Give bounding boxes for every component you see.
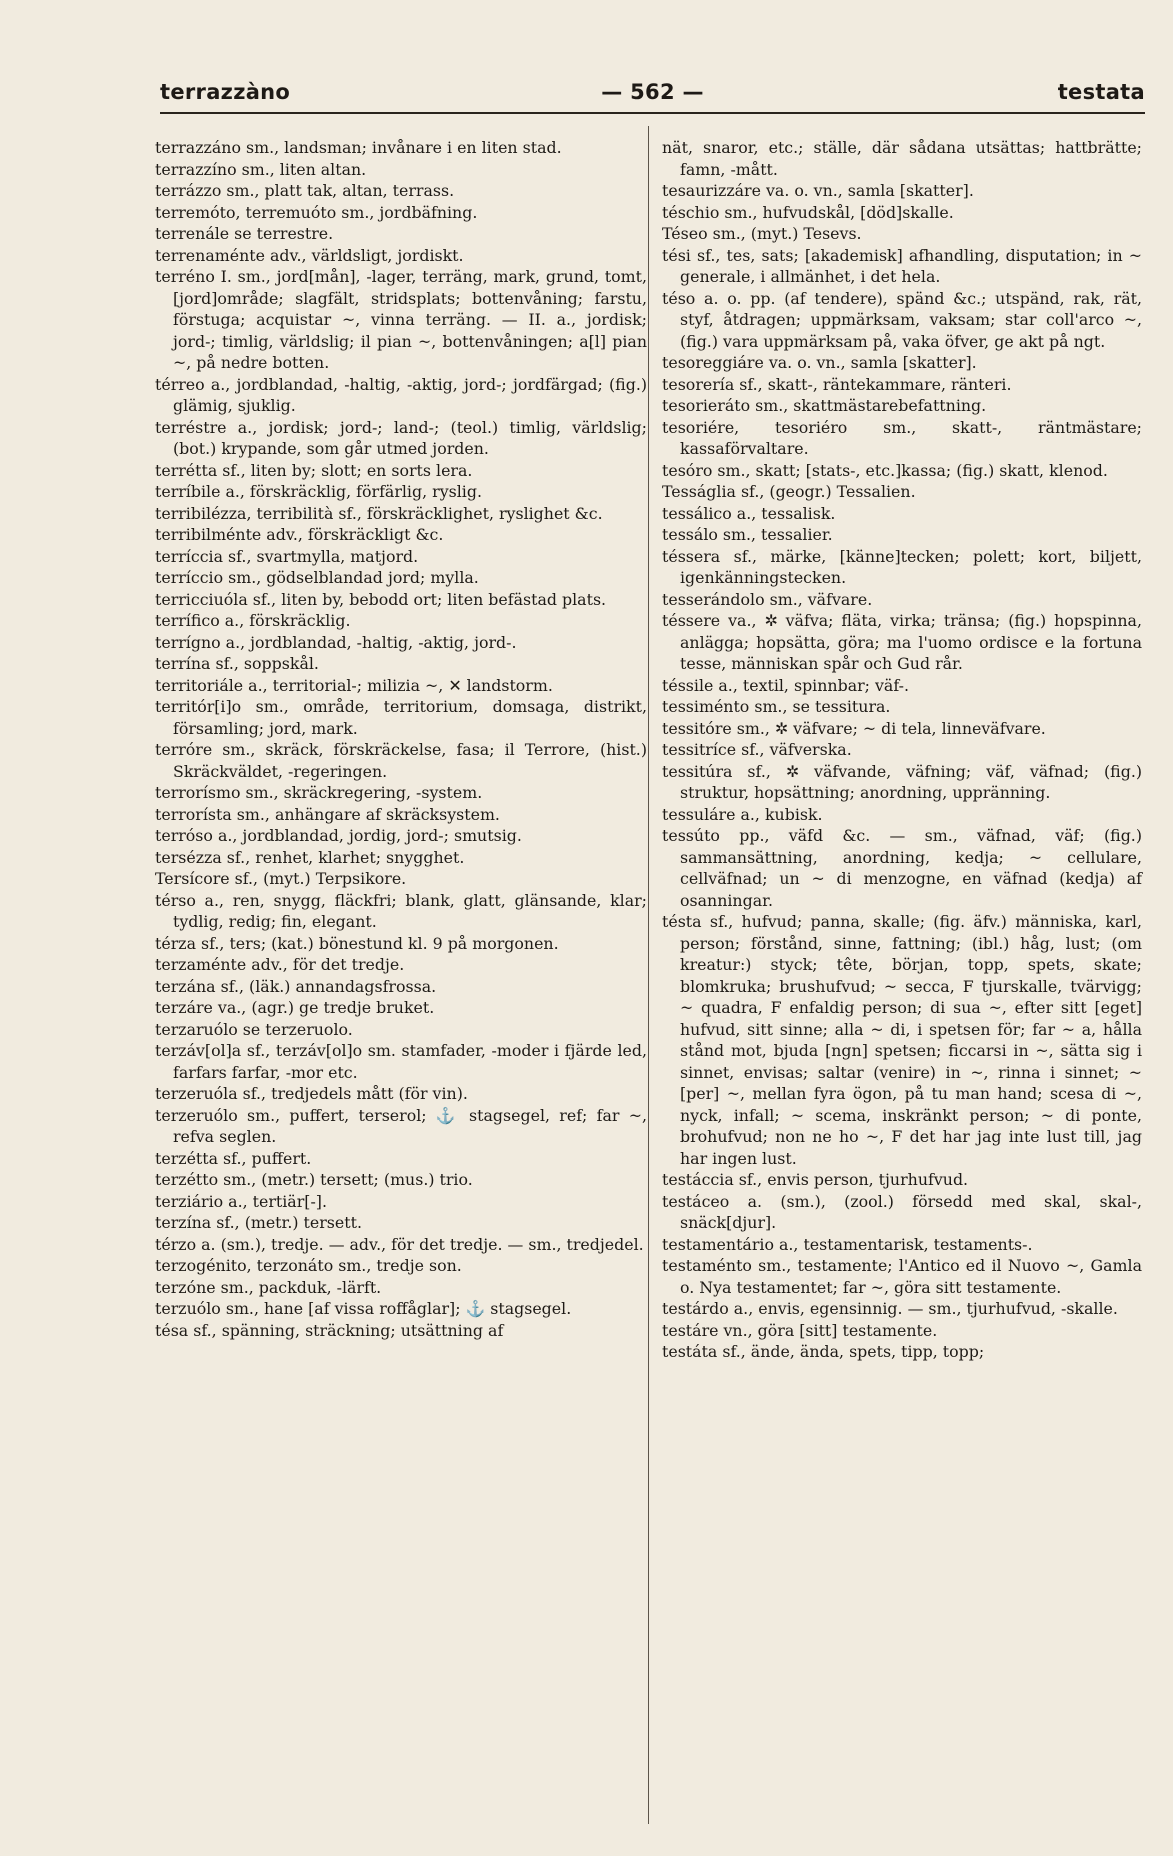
dictionary-entry: tesserándolo sm., väfvare. (662, 589, 873, 609)
dictionary-entry: térza sf., ters; (kat.) bönestund kl. 9 på morgonen. (155, 933, 559, 953)
page-number: — 562 — (601, 80, 704, 104)
dictionary-entry: terrína sf., soppskål. (155, 654, 319, 673)
dictionary-entry: tesoriére, tesoriéro sm., skatt-, räntmästare; kassaförvaltare. (662, 417, 1142, 458)
dictionary-entry: téssere va., ✲ väfva; fläta, virka; tränsa; (fig.) hopspinna, anlägga; hopsätta, göra; ma l'uomo ordisce e la fortuna tesse, människan spår och Gud rår. (662, 611, 1142, 673)
dictionary-entry: terrázzo sm., platt tak, altan, terrass. (155, 181, 455, 200)
dictionary-entry: térso a., ren, snygg, fläckfri; blank, glatt, glänsande, klar; tydlig, redig; fin, elegant. (155, 890, 647, 931)
dictionary-entry: testárdo a., envis, egensinnig. — sm., tjurhufvud, -skalle. (662, 1299, 1118, 1318)
dictionary-entry: terróre sm., skräck, förskräckelse, fasa; il Terrore, (hist.) Skräckväldet, -regeringen. (155, 740, 647, 781)
dictionary-entry: tésta sf., hufvud; panna, skalle; (fig. äfv.) människa, karl, person; förstånd, sinne, fattning; (ibl.) håg, lust; (om kreatur:) styck; tête, början, topp, spets, skate; blomkruka; brushufvud; ~ secca, F tjurskalle, tvärvigg; ~ quadra, F enfaldig person; di sua ~, efter sitt [eget] hufvud, sitt sinne; alla ~ di, i spetsen för; far ~ a, hålla stånd mot, bjuda [ngn] spetsen; ficcarsi in ~, sätta sig i sinnet, envisas; saltar (venire) in ~, rinna i sinnet; ~ [per] ~, mellan fyra ögon, på tu man hand; scesa di ~, nyck, infall; ~ scema, inskränkt person; ~ di ponte, brohufvud; non ne ho ~, F det har jag inte lust till, jag har ingen lust. (662, 912, 1142, 1168)
dictionary-entry: terríbile a., förskräcklig, förfärlig, ryslig. (155, 482, 482, 501)
dictionary-entry: tesorieráto sm., skattmästarebefattning. (662, 396, 987, 415)
dictionary-entry: terzeruólo sm., puffert, terserol; ⚓ stagsegel, ref; far ~, refva seglen. (155, 1105, 647, 1146)
dictionary-entry: terzétta sf., puffert. (155, 1148, 312, 1168)
dictionary-entry: tesoreggiáre va. o. vn., samla [skatter]. (662, 353, 977, 372)
dictionary-entry: terróso a., jordblandad, jordig, jord-; smutsig. (155, 826, 522, 845)
dictionary-entry: téssera sf., märke, [känne]tecken; polett; kort, biljett, igenkänningstecken. (662, 546, 1142, 587)
dictionary-entry: terzóne sm., packduk, -lärft. (155, 1277, 382, 1297)
dictionary-entry: terrífico a., förskräcklig. (155, 611, 351, 630)
dictionary-entry: testáceo a. (sm.), (zool.) försedd med skal, skal-, snäck[djur]. (662, 1191, 1142, 1232)
dictionary-entry: tesorería sf., skatt-, räntekammare, ränteri. (662, 374, 1012, 394)
dictionary-entry: tessitóre sm., ✲ väfvare; ~ di tela, linneväfvare. (662, 718, 1046, 738)
dictionary-entry: terzaménte adv., för det tredje. (155, 955, 405, 974)
dictionary-entry: terzína sf., (metr.) tersett. (155, 1213, 362, 1232)
header-first-word: terrazzàno (160, 80, 291, 104)
dictionary-entry: terrorísta sm., anhängare af skräcksystem. (155, 804, 500, 824)
dictionary-entry: tersézza sf., renhet, klarhet; snygghet. (155, 847, 465, 867)
dictionary-entry: tesaurizzáre va. o. vn., samla [skatter]. (662, 181, 974, 200)
right-column (662, 137, 1142, 1363)
dictionary-entry: tési sf., tes, sats; [akademisk] afhandling, disputation; in ~ generale, i allmänhet, i det hela. (662, 245, 1142, 286)
dictionary-entry: Tersícore sf., (myt.) Terpsikore. (155, 869, 407, 888)
dictionary-entry: testáta sf., ände, ända, spets, tipp, topp; (662, 1342, 985, 1361)
dictionary-entry: terrenále se terrestre. (155, 224, 334, 243)
dictionary-entry: tessálo sm., tessalier. (662, 525, 833, 544)
dictionary-entry: terzáv[ol]a sf., terzáv[ol]o sm. stamfader, -moder i fjärde led, farfars farfar, -mor etc. (155, 1041, 647, 1082)
dictionary-entry: testáre vn., göra [sitt] testamente. (662, 1320, 938, 1340)
dictionary-entry: tesóro sm., skatt; [stats-, etc.]kassa; (fig.) skatt, klenod. (662, 460, 1108, 480)
dictionary-entry: terzáre va., (agr.) ge tredje bruket. (155, 998, 435, 1017)
running-header (160, 78, 1145, 114)
dictionary-entry: testáccia sf., envis person, tjurhufvud. (662, 1170, 969, 1189)
dictionary-entry: térzo a. (sm.), tredje. — adv., för det tredje. — sm., tredjedel. (155, 1234, 644, 1254)
dictionary-entry: terríccio sm., gödselblandad jord; mylla. (155, 568, 479, 587)
dictionary-entry: terzaruólo se terzeruolo. (155, 1019, 353, 1039)
dictionary-entry: territór[i]o sm., område, territorium, domsaga, distrikt, församling; jord, mark. (155, 697, 647, 738)
dictionary-entry: terrorísmo sm., skräckregering, -system. (155, 783, 483, 802)
header-last-word: testata (1057, 80, 1145, 104)
dictionary-entry: terzogénito, terzonáto sm., tredje son. (155, 1256, 462, 1275)
dictionary-entry: Tesságlia sf., (geogr.) Tessalien. (662, 482, 916, 501)
dictionary-entry: téschio sm., hufvudskål, [död]skalle. (662, 202, 954, 222)
dictionary-entry: tessúto pp., väfd &c. — sm., väfnad, väf; (fig.) sammansättning, anordning, kedja; ~ cellulare, cellväfnad; un ~ di menzogne, en väfnad (kedja) af osanningar. (662, 826, 1142, 910)
dictionary-entry: téssile a., textil, spinnbar; väf-. (662, 675, 909, 695)
dictionary-entry: terrazzíno sm., liten altan. (155, 159, 367, 179)
left-column (155, 137, 647, 1341)
column-divider (648, 126, 649, 1824)
dictionary-entry: terrétta sf., liten by; slott; en sorts lera. (155, 460, 473, 480)
dictionary-entry: tessálico a., tessalisk. (662, 503, 836, 523)
dictionary-entry: terrazzáno sm., landsman; invånare i en liten stad. (155, 138, 562, 157)
dictionary-entry: térreo a., jordblandad, -haltig, -aktig, jord-; jordfärgad; (fig.) glämig, sjuklig. (155, 374, 647, 415)
dictionary-entry: terzána sf., (läk.) annandagsfrossa. (155, 976, 437, 996)
dictionary-entry: terribilménte adv., förskräckligt &c. (155, 525, 444, 544)
dictionary-entry: téso a. o. pp. (af tendere), spänd &c.; utspänd, rak, rät, styf, åtdragen; uppmärksam, vaksam; star coll'arco ~, (fig.) vara uppmärksam på, vaka öfver, ge akt på ngt. (662, 288, 1142, 351)
dictionary-entry: terremóto, terremuóto sm., jordbäfning. (155, 202, 478, 222)
dictionary-entry: tessitúra sf., ✲ väfvande, väfning; väf, väfnad; (fig.) struktur, hopsättning; anordning, uppränning. (662, 761, 1142, 802)
dictionary-entry: terzuólo sm., hane [af vissa roffåglar]; ⚓ stagsegel. (155, 1299, 572, 1318)
dictionary-entry: testaménto sm., testamente; l'Antico ed il Nuovo ~, Gamla o. Nya testamentet; far ~, göra sitt testamente. (662, 1256, 1142, 1297)
dictionary-entry: terziário a., tertiär[-]. (155, 1191, 327, 1211)
dictionary-entry: terrígno a., jordblandad, -haltig, -aktig, jord-. (155, 632, 517, 652)
dictionary-entry: terzeruóla sf., tredjedels mått (för vin). (155, 1084, 468, 1103)
dictionary-entry: Téseo sm., (myt.) Tesevs. (662, 224, 862, 243)
dictionary-entry: tessiménto sm., se tessitura. (662, 697, 891, 716)
dictionary-entry: tessitríce sf., väfverska. (662, 740, 852, 759)
dictionary-entry: terricciuóla sf., liten by, bebodd ort; liten befästad plats. (155, 589, 607, 609)
dictionary-entry: tésa sf., spänning, sträckning; utsättning af (155, 1320, 504, 1340)
dictionary-entry: territoriále a., territorial-; milizia ~, ✕ landstorm. (155, 675, 553, 695)
dictionary-entry: terréstre a., jordisk; jord-; land-; (teol.) timlig, världslig; (bot.) krypande, som går utmed jorden. (155, 417, 647, 458)
dictionary-entry: terzétto sm., (metr.) tersett; (mus.) trio. (155, 1170, 473, 1189)
dictionary-entry: terríccia sf., svartmylla, matjord. (155, 546, 419, 566)
dictionary-entry: nät, snaror, etc.; ställe, där sådana utsättas; hattbrätte; famn, -mått. (662, 138, 1142, 179)
dictionary-entry: terrenaménte adv., världsligt, jordiskt. (155, 245, 464, 265)
dictionary-entry: tessuláre a., kubisk. (662, 804, 823, 824)
dictionary-entry: terréno I. sm., jord[mån], -lager, terräng, mark, grund, tomt, [jord]område; slagfält, stridsplats; bottenvåning; farstu, förstuga; acquistar ~, vinna terräng. — II. a., jordisk; jord-; timlig, världslig; il pian ~, bottenvåningen; a[l] pian ~, på nedre botten. (155, 267, 647, 372)
dictionary-entry: testamentário a., testamentarisk, testaments-. (662, 1234, 1033, 1254)
dictionary-entry: terribilézza, terribilità sf., förskräcklighet, ryslighet &c. (155, 503, 603, 523)
